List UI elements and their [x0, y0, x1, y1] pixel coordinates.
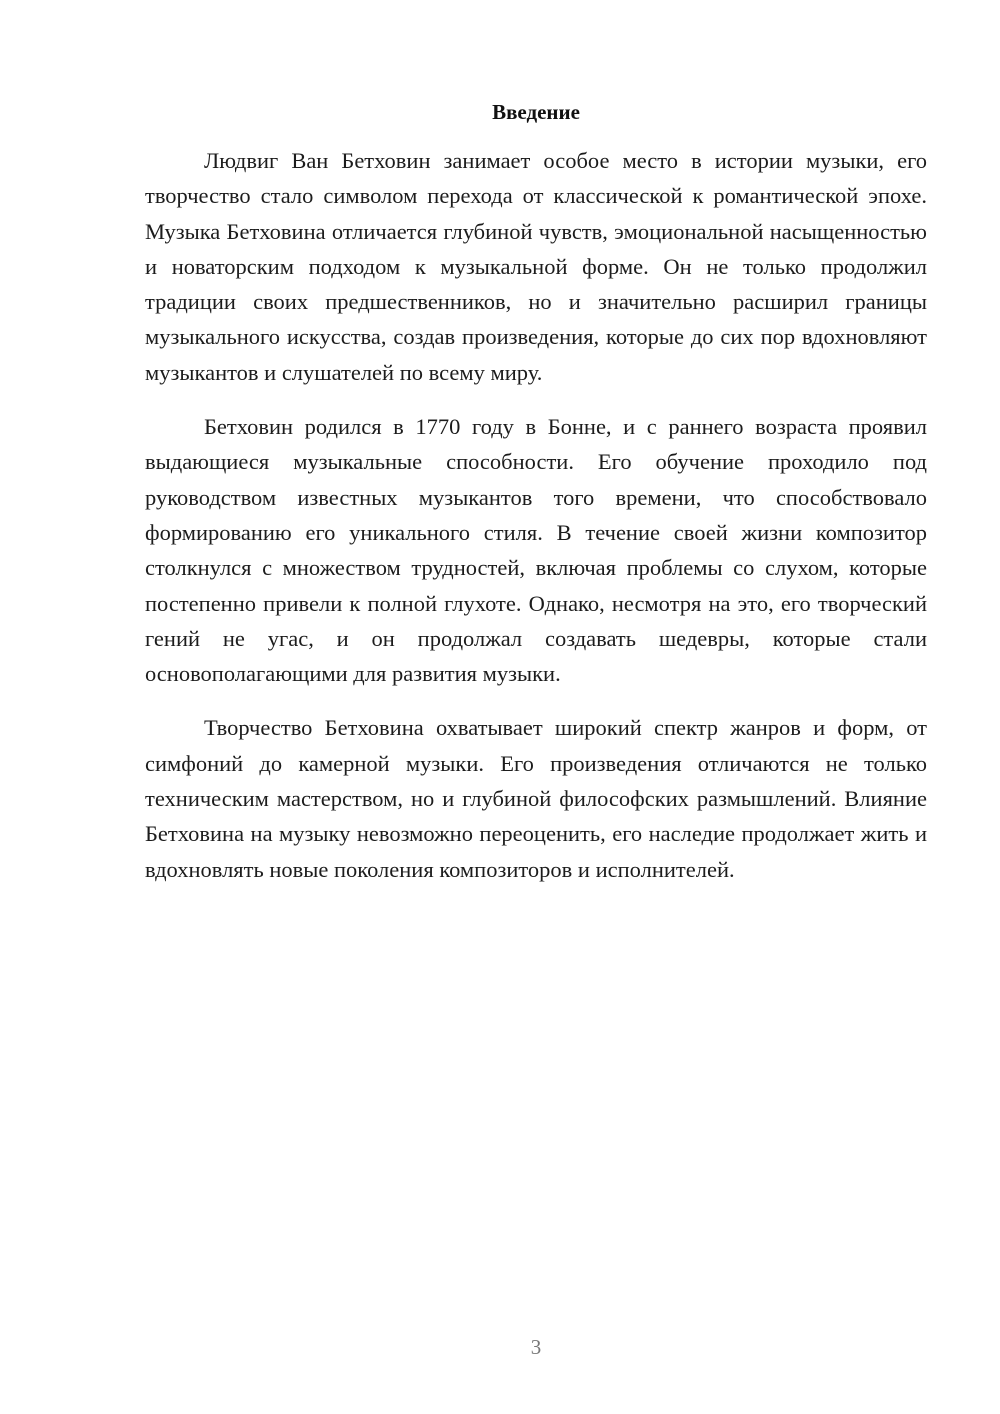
body-text: [145, 143, 927, 906]
paragraph-3: Творчество Бетховина охватывает широкий спектр жанров и форм, от симфоний до камерной музыки. Его произведения отличаются не только техническим мастерством, но и глубиной философских размышлений. Влияние Бетховина на музыку невозможно переоценить, его наследие продолжает жить и вдохновлять новые поколения композиторов и исполнителей.: [145, 715, 927, 882]
section-heading: Введение: [492, 100, 580, 124]
paragraph-1: Людвиг Ван Бетховин занимает особое место в истории музыки, его творчество стало символом перехода от классической к романтической эпохе. Музыка Бетховина отличается глубиной чувств, эмоциональной насыщенностью и новаторским подходом к музыкальной форме. Он не только продолжил традиции своих предшественников, но и значительно расширил границы музыкального искусства, создав произведения, которые до сих пор вдохновляют музыкантов и слушателей по всему миру.: [145, 148, 927, 385]
page-number: 3: [530, 1335, 542, 1359]
paragraph-2: Бетховин родился в 1770 году в Бонне, и с раннего возраста проявил выдающиеся музыкальные способности. Его обучение проходило под руководством известных музыкантов того времени, что способствовало формированию его уникального стиля. В течение своей жизни композитор столкнулся с множеством трудностей, включая проблемы со слухом, которые постепенно привели к полной глухоте. Однако, несмотря на это, его творческий гений не угас, и он продолжал создавать шедевры, которые стали основополагающими для развития музыки.: [145, 414, 927, 687]
